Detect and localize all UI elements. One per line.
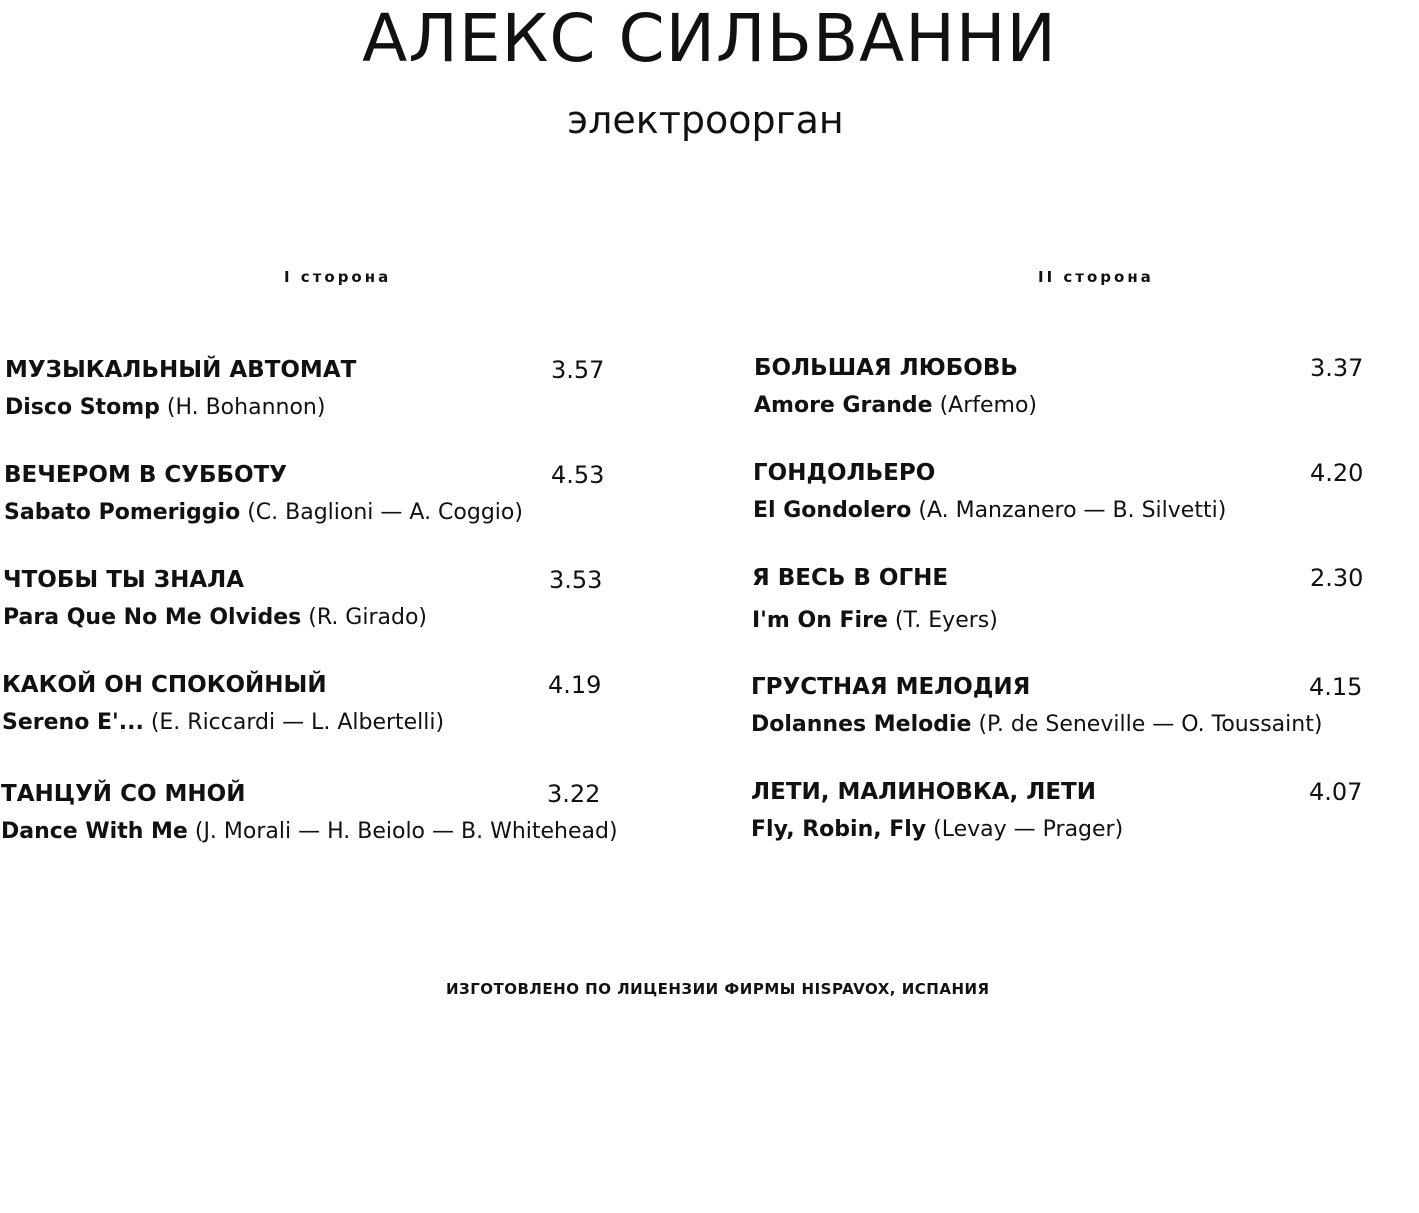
side-2-label: II сторона [1038, 268, 1154, 286]
track-title-en: I'm On Fire [752, 608, 888, 633]
track-title-ru: ВЕЧЕРОМ В СУББОТУ [4, 462, 288, 488]
track-credits: (Levay — Prager) [933, 817, 1124, 842]
track-title-ru: БОЛЬШАЯ ЛЮБОВЬ [754, 355, 1018, 381]
track-title-en: El Gondolero [753, 498, 912, 523]
track-duration: 4.20 [1310, 459, 1364, 487]
track-duration: 3.37 [1310, 354, 1364, 382]
track-credits-line [5, 393, 325, 423]
track-credits: (T. Eyers) [894, 608, 998, 633]
album-title: АЛЕКС СИЛЬВАННИ [362, 0, 1057, 77]
track-credits-line [3, 603, 427, 633]
track-title-en: Amore Grande [754, 393, 933, 418]
track-credits: (R. Girado) [308, 605, 427, 630]
track-title-en: Sabato Pomeriggio [4, 500, 241, 525]
track-duration: 3.53 [549, 566, 603, 594]
license-note: ИЗГОТОВЛЕНО ПО ЛИЦЕНЗИИ ФИРМЫ HISPAVOX, ИСПАНИЯ [446, 980, 990, 998]
track-title-ru: Я ВЕСЬ В ОГНЕ [752, 565, 949, 591]
track-title-ru: ТАНЦУЙ СО МНОЙ [1, 781, 246, 807]
track-title-en: Dolannes Melodie [751, 712, 972, 737]
track-title-en: Disco Stomp [5, 395, 160, 420]
track-title-ru: ГРУСТНАЯ МЕЛОДИЯ [751, 674, 1031, 700]
track-credits: (H. Bohannon) [166, 395, 326, 420]
track-credits-line [752, 606, 998, 636]
track-title-ru: ГОНДОЛЬЕРО [753, 460, 936, 486]
track-duration: 4.07 [1309, 778, 1363, 806]
track-title-ru: КАКОЙ ОН СПОКОЙНЫЙ [2, 672, 327, 698]
album-subtitle: электроорган [567, 98, 844, 142]
track-credits-line [1, 817, 618, 847]
track-title-en: Fly, Robin, Fly [751, 817, 927, 842]
track-title-en: Sereno E'... [2, 710, 144, 735]
track-credits-line [751, 710, 1322, 740]
track-credits: (J. Morali — H. Beiolo — B. Whitehead) [194, 819, 618, 844]
track-credits-line [751, 815, 1123, 845]
track-duration: 2.30 [1310, 564, 1364, 592]
track-credits: (P. de Seneville — O. Toussaint) [978, 712, 1323, 737]
track-credits-line [4, 498, 523, 528]
track-credits: (C. Baglioni — A. Coggio) [247, 500, 523, 525]
track-title-ru: ЧТОБЫ ТЫ ЗНАЛА [3, 567, 245, 593]
track-duration: 3.57 [551, 356, 605, 384]
track-title-en: Dance With Me [1, 819, 188, 844]
track-duration: 3.22 [547, 780, 601, 808]
track-duration: 4.53 [551, 461, 605, 489]
track-title-en: Para Que No Me Olvides [3, 605, 302, 630]
track-credits: (Arfemo) [939, 393, 1038, 418]
side-1-label: I сторона [284, 268, 392, 286]
track-credits-line [754, 391, 1037, 421]
track-duration: 4.19 [548, 671, 602, 699]
track-credits-line [2, 708, 444, 738]
track-duration: 4.15 [1309, 673, 1363, 701]
track-title-ru: ЛЕТИ, МАЛИНОВКА, ЛЕТИ [751, 779, 1096, 805]
track-title-ru: МУЗЫКАЛЬНЫЙ АВТОМАТ [5, 357, 357, 383]
track-credits: (A. Manzanero — B. Silvetti) [918, 498, 1227, 523]
track-credits: (E. Riccardi — L. Albertelli) [150, 710, 445, 735]
track-credits-line [753, 496, 1226, 526]
